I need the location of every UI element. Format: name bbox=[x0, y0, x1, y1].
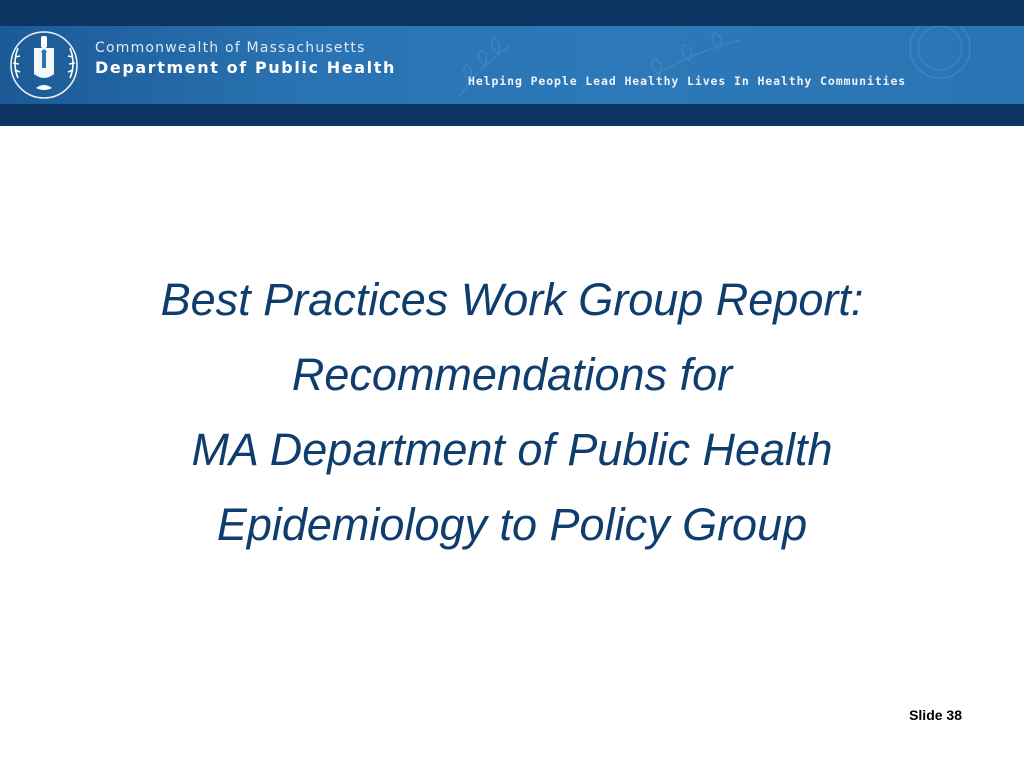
title-line: MA Department of Public Health bbox=[191, 424, 833, 475]
title-line: Epidemiology to Policy Group bbox=[216, 499, 808, 550]
header-tagline: Helping People Lead Healthy Lives In Healthy Communities bbox=[468, 74, 907, 88]
org-name-line2: Department of Public Health bbox=[95, 58, 396, 77]
slide-number: Slide 38 bbox=[909, 707, 962, 723]
decorative-leaves-icon bbox=[440, 26, 1024, 104]
slide-title bbox=[40, 262, 984, 562]
title-line: Recommendations for bbox=[291, 349, 733, 400]
massachusetts-seal-icon bbox=[6, 28, 82, 102]
header-bottom-band bbox=[0, 104, 1024, 126]
header-top-band bbox=[0, 0, 1024, 26]
title-line: Best Practices Work Group Report: bbox=[160, 274, 864, 325]
org-name-line1: Commonwealth of Massachusetts bbox=[95, 40, 366, 56]
